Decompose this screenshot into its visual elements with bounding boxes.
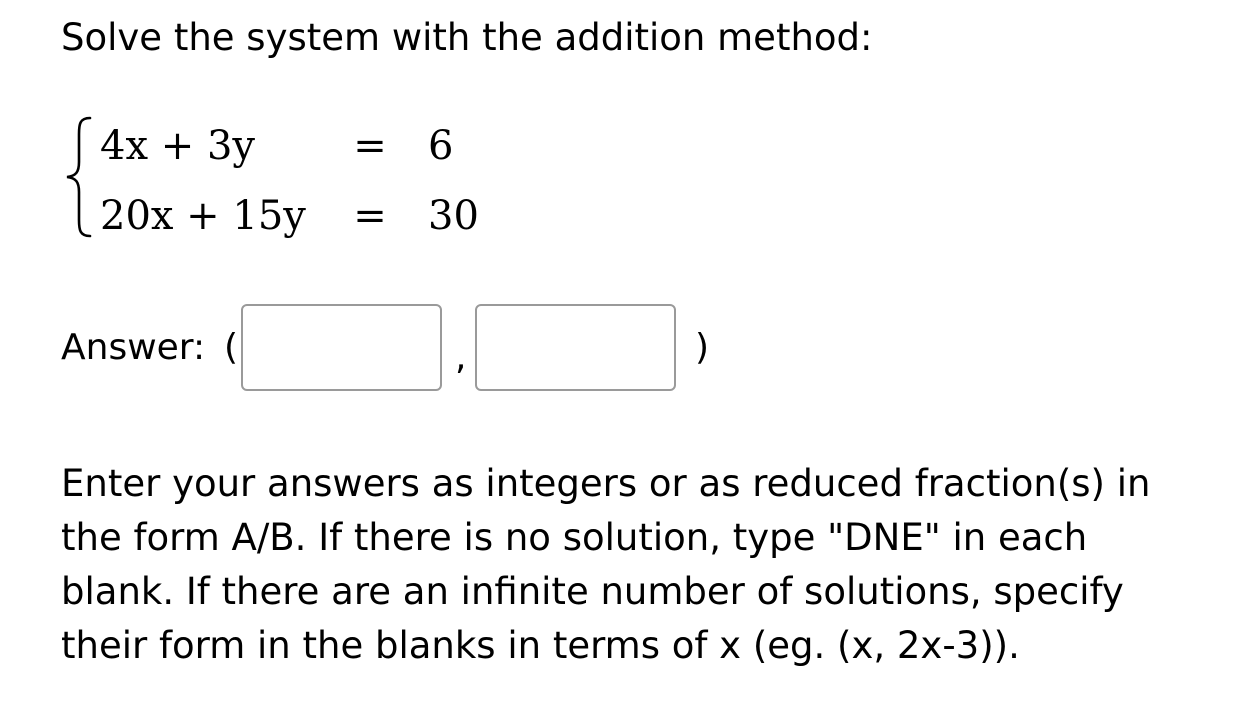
equation-2-equals: = bbox=[353, 193, 387, 239]
open-paren: ( bbox=[224, 327, 239, 368]
answer-separator: , bbox=[455, 337, 467, 378]
equation-system bbox=[60, 112, 520, 242]
x-answer-input[interactable] bbox=[241, 304, 442, 391]
question-prompt: Solve the system with the addition method: bbox=[61, 16, 873, 59]
answer-row bbox=[61, 302, 761, 396]
close-paren: ) bbox=[695, 327, 710, 368]
equation-1-lhs: 4x + 3y bbox=[100, 123, 255, 169]
equation-row-2 bbox=[60, 186, 520, 246]
equation-1-rhs: 6 bbox=[428, 123, 454, 169]
equation-2-lhs: 20x + 15y bbox=[100, 193, 306, 239]
answer-instructions: Enter your answers as integers or as reduced fraction(s) in the form A/B. If there is no solution, type "DNE" in each blank. If there are an infinite number of solutions, specify their form in the blanks in terms of x (eg. (x, 2x-3)). bbox=[61, 462, 1151, 667]
equation-row-1 bbox=[60, 116, 520, 176]
equation-1-equals: = bbox=[353, 123, 387, 169]
equation-2-rhs: 30 bbox=[428, 193, 479, 239]
y-answer-input[interactable] bbox=[475, 304, 676, 391]
answer-label: Answer: bbox=[61, 327, 206, 368]
